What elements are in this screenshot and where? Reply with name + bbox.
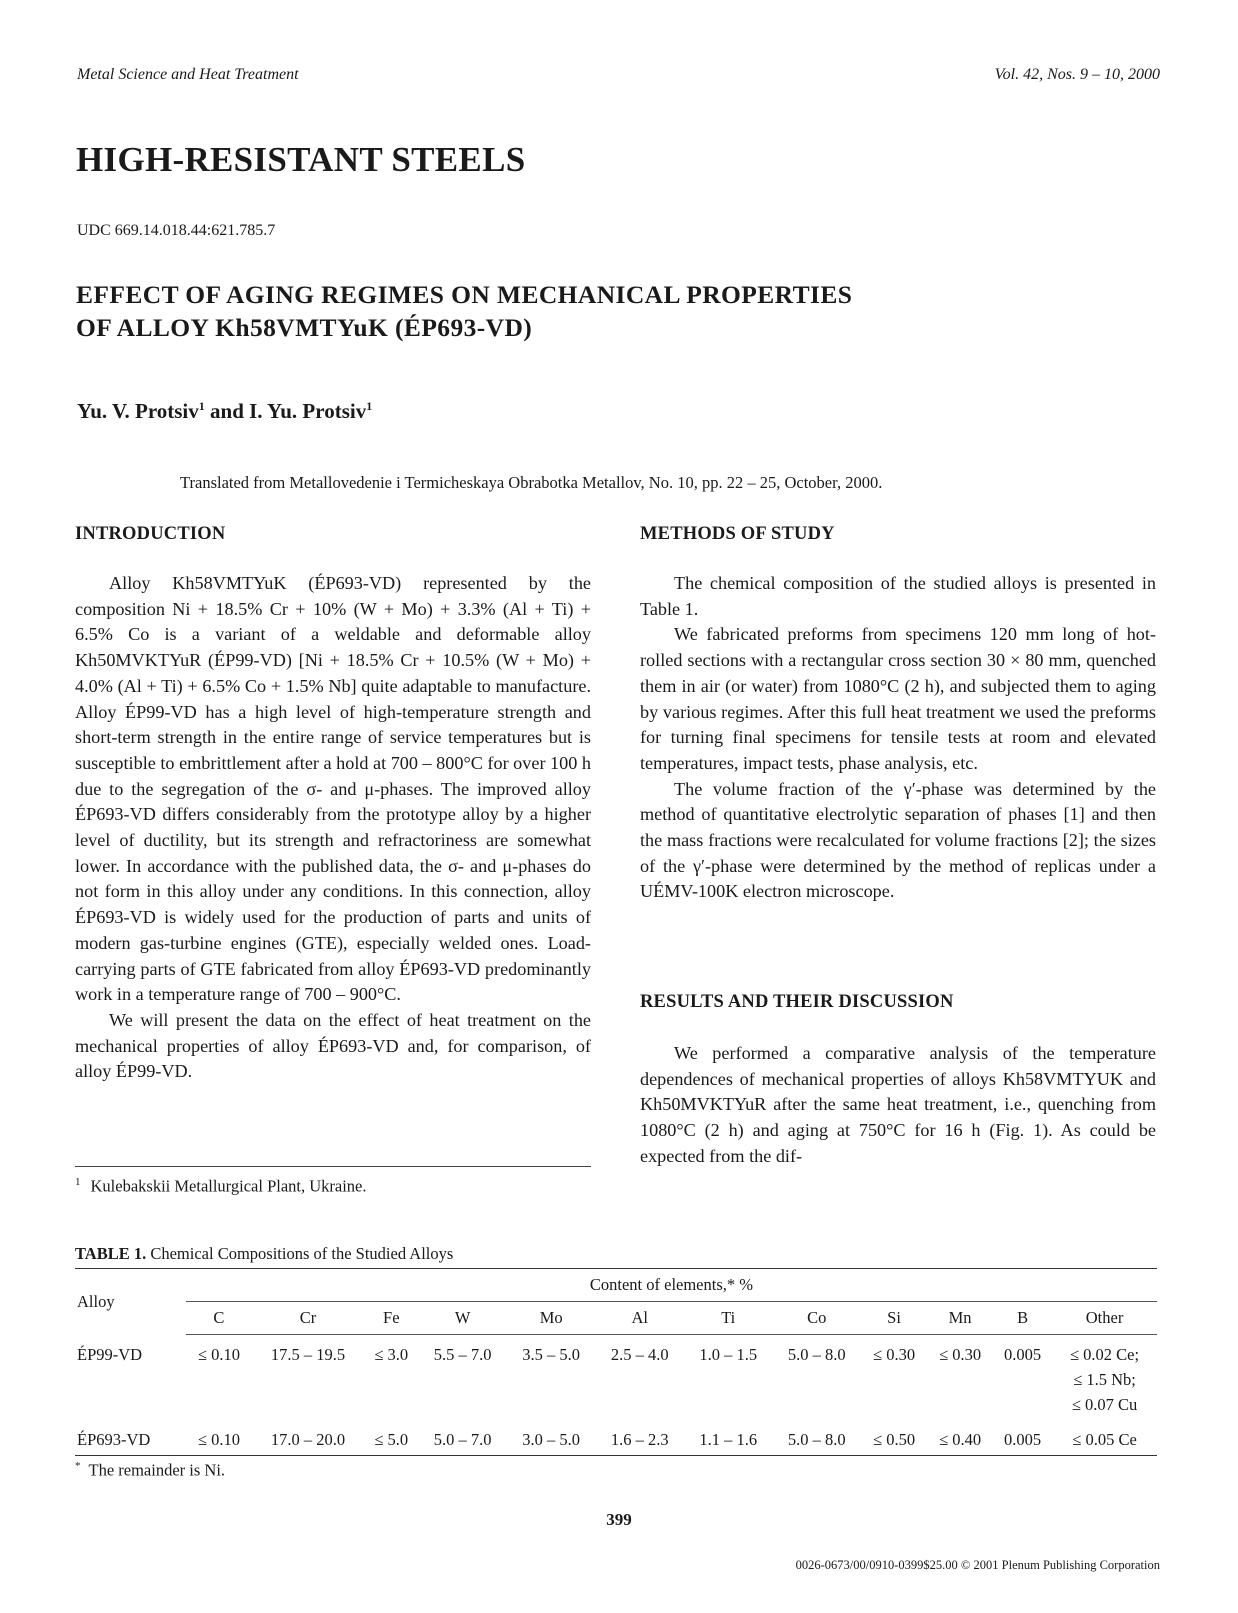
other-cell <box>1052 1420 1157 1456</box>
table-caption <box>75 1244 453 1264</box>
table-cell: 5.5 – 7.0 <box>433 1345 492 1364</box>
column-header: W <box>418 1302 507 1335</box>
author-1: Yu. V. Protsiv <box>77 399 199 423</box>
alloy-name-cell: ÉP99-VD <box>77 1344 143 1364</box>
content-group-header: Content of elements,* % <box>186 1269 1157 1302</box>
author-2: I. Yu. Protsiv <box>249 399 367 423</box>
running-header-volume: Vol. 42, Nos. 9 – 10, 2000 <box>994 66 1160 83</box>
table-cell: ≤ 0.10 <box>186 1420 252 1456</box>
table-row <box>75 1420 1157 1456</box>
table-cell: 3.5 – 5.0 <box>522 1345 581 1364</box>
translation-note: Translated from Metallovedenie i Termicheskaya Obrabotka Metallov, No. 10, pp. 22 – 25, October, 2000. <box>180 473 883 492</box>
methods-body <box>640 571 1156 905</box>
column-header: Mn <box>927 1302 993 1335</box>
table-header-row <box>75 1269 1157 1302</box>
footnote-text: Kulebakskii Metallurgical Plant, Ukraine. <box>90 1176 367 1196</box>
column-header: C <box>186 1302 252 1335</box>
column-header: Cr <box>252 1302 364 1335</box>
table-cell: ≤ 3.0 <box>374 1345 409 1364</box>
running-header-journal: Metal Science and Heat Treatment <box>77 66 299 83</box>
table-cell: 0.005 <box>993 1420 1052 1456</box>
results-paragraph-1: We performed a comparative analysis of the temperature dependences of mechanical properties of alloys Kh58VMTYUK and Kh50MVKTYuR after the same heat treatment, i.e., quenching from 1080°C (2 h) and aging at 750°C for 16 h (Fig. 1). As could be expected from the dif- <box>640 1043 1156 1166</box>
table-footnote <box>75 1460 225 1481</box>
copyright-line: 0026-0673/00/0910-0399$25.00 © 2001 Plenum Publishing Corporation <box>795 1558 1160 1572</box>
column-header: Other <box>1052 1302 1157 1335</box>
alloy-name-cell: ÉP693-VD <box>75 1420 186 1456</box>
methods-paragraph-3: The volume fraction of the γ′-phase was determined by the method of quantitative electrolytic separation of phases [1] and then the mass fractions were recalculated for volume fractions [2]; the sizes of the γ′-phase were determined by the method of replicas under a UÉMV-100K electron microscope. <box>640 778 1156 902</box>
column-header: Si <box>861 1302 927 1335</box>
methods-paragraph-2: We fabricated preforms from specimens 120 mm long of hot-rolled sections with a rectangular cross section 30 × 80 mm, quenched them in air (or water) from 1080°C (2 h), and subjected them to aging by various regimes. After this full heat treatment we used the preforms for turning final specimens for tensile tests at room and elevated temperatures, impact tests, phase analysis, etc. <box>640 624 1156 773</box>
author-1-affiliation-mark: 1 <box>198 399 205 413</box>
column-header: Co <box>773 1302 862 1335</box>
table-cell: ≤ 0.10 <box>197 1345 240 1364</box>
results-body <box>640 1041 1156 1170</box>
other-cell <box>1052 1335 1157 1421</box>
table-cell: 0.005 <box>1004 1345 1042 1364</box>
table-cell: 1.1 – 1.6 <box>684 1420 773 1456</box>
table-cell: 1.6 – 2.3 <box>595 1420 684 1456</box>
column-header: Mo <box>507 1302 596 1335</box>
table-footnote-text: The remainder is Ni. <box>88 1460 226 1480</box>
methods-heading: METHODS OF STUDY <box>640 524 835 544</box>
other-line: ≤ 1.5 Nb; <box>1073 1370 1136 1389</box>
other-line: ≤ 0.02 Ce; <box>1070 1345 1140 1364</box>
introduction-paragraph-2: We will present the data on the effect of heat treatment on the mechanical properties of alloy ÉP693-VD and, for comparison, of alloy ÉP99-VD. <box>75 1009 591 1082</box>
other-line: ≤ 0.05 Ce <box>1072 1430 1137 1449</box>
table-cell: 5.0 – 7.0 <box>418 1420 507 1456</box>
table-cell: 1.0 – 1.5 <box>699 1345 758 1364</box>
table-cell: ≤ 0.40 <box>927 1420 993 1456</box>
section-title: HIGH-RESISTANT STEELS <box>76 140 526 179</box>
alloy-column-header: Alloy <box>75 1269 186 1335</box>
footnote-divider <box>75 1166 591 1167</box>
author-2-affiliation-mark: 1 <box>366 399 373 413</box>
table-cell: 5.0 – 8.0 <box>773 1420 862 1456</box>
authors <box>77 399 372 424</box>
table-cell: 2.5 – 4.0 <box>610 1345 669 1364</box>
article-title <box>76 278 1076 344</box>
table-cell: ≤ 0.30 <box>873 1345 916 1364</box>
table-caption-label: TABLE 1. <box>75 1244 147 1263</box>
methods-paragraph-1: The chemical composition of the studied alloys is presented in Table 1. <box>640 573 1156 619</box>
table-cell: 5.0 – 8.0 <box>787 1345 846 1364</box>
column-header: Al <box>595 1302 684 1335</box>
table-row <box>75 1335 1157 1421</box>
article-title-line-1: EFFECT OF AGING REGIMES ON MECHANICAL PROPERTIES <box>76 280 853 309</box>
table-caption-text: Chemical Compositions of the Studied Alloys <box>150 1244 454 1263</box>
affiliation-footnote <box>75 1176 367 1197</box>
authors-conjunction: and <box>204 399 250 423</box>
page-number: 399 <box>606 1510 632 1529</box>
column-header: B <box>993 1302 1052 1335</box>
table-cell: ≤ 0.50 <box>861 1420 927 1456</box>
column-header: Fe <box>364 1302 418 1335</box>
table-cell: 3.0 – 5.0 <box>507 1420 596 1456</box>
introduction-body <box>75 571 591 1085</box>
other-line: ≤ 0.07 Cu <box>1071 1395 1138 1414</box>
table-cell: 17.5 – 19.5 <box>270 1345 346 1364</box>
table-cell: 17.0 – 20.0 <box>252 1420 364 1456</box>
footnote-mark: 1 <box>75 1176 81 1188</box>
table-element-header-row <box>75 1302 1157 1335</box>
introduction-paragraph-1: Alloy Kh58VMTYuK (ÉP693-VD) represented by the composition Ni + 18.5% Cr + 10% (W + Mo) + 3.3% (Al + Ti) + 6.5% Co is a variant of a weldable and deformable alloy Kh50MVKTYuR (ÉP99-VD) [Ni + 18.5% Cr + 10.5% (W + Mo) + 4.0% (Al + Ti) + 6.5% Co + 1.5% Nb] quite adaptable to manufacture. Alloy ÉP99-VD has a high level of high-temperature strength and short-term strength in the entire range of service temperatures but is susceptible to embrittlement after a hold at 700 – 800°C for over 100 h due to the segregation of the σ- and μ-phases. The improved alloy ÉP693-VD differs considerably from the prototype alloy by a higher level of ductility, but its strength and refractoriness are somewhat lower. In accordance with the published data, the σ- and μ-phases do not form in this alloy under any conditions. In this connection, alloy ÉP693-VD is widely used for the production of parts and units of modern gas-turbine engines (GTE), especially welded ones. Load-carrying parts of GTE fabricated from alloy ÉP693-VD predominantly work in a temperature range of 700 – 900°C. <box>75 573 591 1005</box>
table-cell: ≤ 0.30 <box>939 1345 982 1364</box>
article-title-line-2: OF ALLOY Kh58VMTYuK (ÉP693-VD) <box>76 313 533 342</box>
composition-table <box>75 1268 1157 1456</box>
results-heading: RESULTS AND THEIR DISCUSSION <box>640 992 954 1012</box>
table-footnote-mark: * <box>75 1460 81 1472</box>
introduction-heading: INTRODUCTION <box>75 524 226 544</box>
udc-code: UDC 669.14.018.44:621.785.7 <box>77 222 276 239</box>
table-cell: ≤ 5.0 <box>364 1420 418 1456</box>
column-header: Ti <box>684 1302 773 1335</box>
